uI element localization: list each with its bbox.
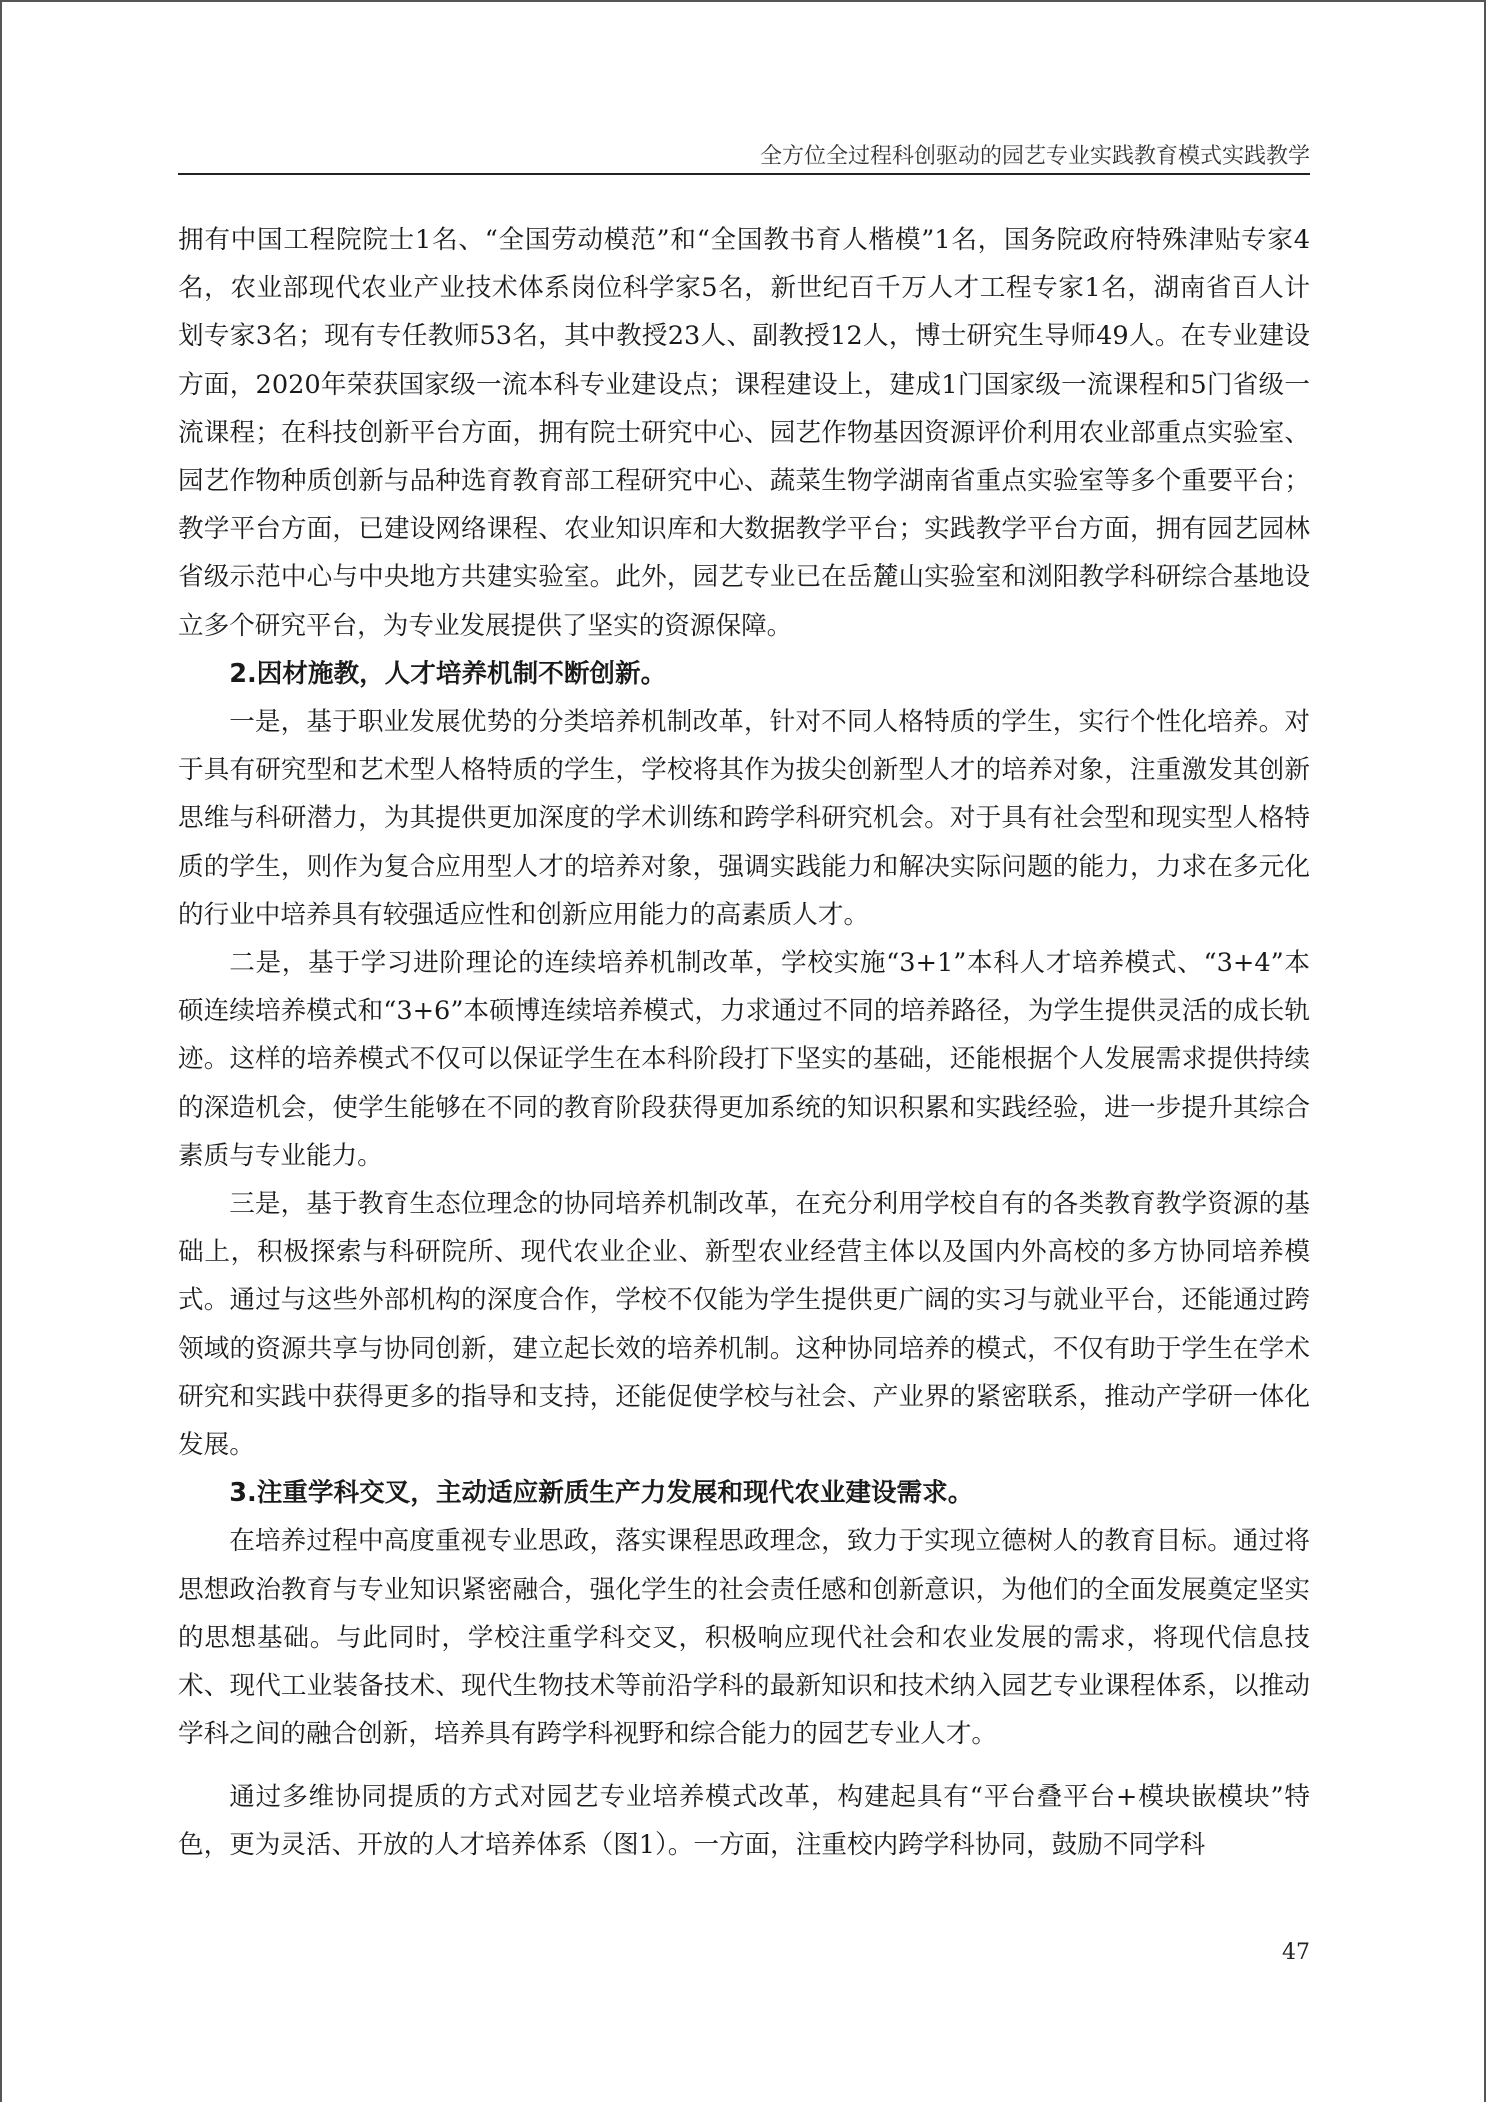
running-header: 全方位全过程科创驱动的园艺专业实践教育模式实践教学 bbox=[759, 144, 1310, 169]
paragraph-interdisciplinary: 在培养过程中高度重视专业思政，落实课程思政理念，致力于实现立德树人的教育目标。通过将思想政治教育与专业知识紧密融合，强化学生的社会责任感和创新意识，为他们的全面发展奠定坚实的思想基础。与此同时，学校注重学科交叉，积极响应现代社会和农业发展的需求，将现代信息技术、现代工业装备技术、现代生物技术等前沿学科的最新知识和技术纳入园艺专业课程体系，以推动学科之间的融合创新，培养具有跨学科视野和综合能力的园艺专业人才。 bbox=[178, 1526, 1310, 1750]
paragraph-faculty-resources: 拥有中国工程院院士1名、“全国劳动模范”和“全国教书育人楷模”1名，国务院政府特殊津贴专家4名，农业部现代农业产业技术体系岗位科学家5名，新世纪百千万人才工程专家1名，湖南省百人计划专家3名；现有专任教师53名，其中教授23人、副教授12人，博士研究生导师49人。在专业建设方面，2020年荣获国家级一流本科专业建设点；课程建设上，建成1门国家级一流课程和5门省级一流课程；在科技创新平台方面，拥有院士研究中心、园艺作物基因资源评价利用农业部重点实验室、园艺作物种质创新与品种选育教育部工程研究中心、蔬菜生物学湖南省重点实验室等多个重要平台；教学平台方面，已建设网络课程、农业知识库和大数据教学平台；实践教学平台方面，拥有园艺园林省级示范中心与中央地方共建实验室。此外，园艺专业已在岳麓山实验室和浏阳教学科研综合基地设立多个研究平台，为专业发展提供了坚实的资源保障。 bbox=[178, 225, 1310, 641]
paragraph-collaborative-training: 三是，基于教育生态位理念的协同培养机制改革，在充分利用学校自有的各类教育教学资源的基础上，积极探索与科研院所、现代农业企业、新型农业经营主体以及国内外高校的多方协同培养模式。通过与这些外部机构的深度合作，学校不仅能为学生提供更广阔的实习与就业平台，还能通过跨领域的资源共享与协同创新，建立起长效的培养机制。这种协同培养的模式，不仅有助于学生在学术研究和实践中获得更多的指导和支持，还能促使学校与社会、产业界的紧密联系，推动产学研一体化发展。 bbox=[178, 1189, 1310, 1461]
paragraph-training-system: 通过多维协同提质的方式对园艺专业培养模式改革，构建起具有“平台叠平台+模块嵌模块”特色，更为灵活、开放的人才培养体系（图1）。一方面，注重校内跨学科协同，鼓励不同学科 bbox=[178, 1781, 1310, 1860]
paragraph-continuous-training: 二是，基于学习进阶理论的连续培养机制改革，学校实施“3+1”本科人才培养模式、“3+4”本硕连续培养模式和“3+6”本硕博连续培养模式，力求通过不同的培养路径，为学生提供灵活的成长轨迹。这样的培养模式不仅可以保证学生在本科阶段打下坚实的基础，还能根据个人发展需求提供持续的深造机会，使学生能够在不同的教育阶段获得更加系统的知识积累和实践经验，进一步提升其综合素质与专业能力。 bbox=[178, 948, 1310, 1171]
page-number: 47 bbox=[1282, 1940, 1310, 1965]
header-rule bbox=[178, 173, 1310, 175]
paragraph-classified-training: 一是，基于职业发展优势的分类培养机制改革，针对不同人格特质的学生，实行个性化培养。对于具有研究型和艺术型人格特质的学生，学校将其作为拔尖创新型人才的培养对象，注重激发其创新思维与科研潜力，为其提供更加深度的学术训练和跨学科研究机会。对于具有社会型和现实型人格特质的学生，则作为复合应用型人才的培养对象，强调实践能力和解决实际问题的能力，力求在多元化的行业中培养具有较强适应性和创新应用能力的高素质人才。 bbox=[178, 707, 1310, 930]
section-heading-3: 3.注重学科交叉，主动适应新质生产力发展和现代农业建设需求。 bbox=[229, 1478, 974, 1509]
article-body bbox=[178, 216, 1310, 1869]
section-heading-2: 2.因材施教，人才培养机制不断创新。 bbox=[229, 658, 667, 689]
